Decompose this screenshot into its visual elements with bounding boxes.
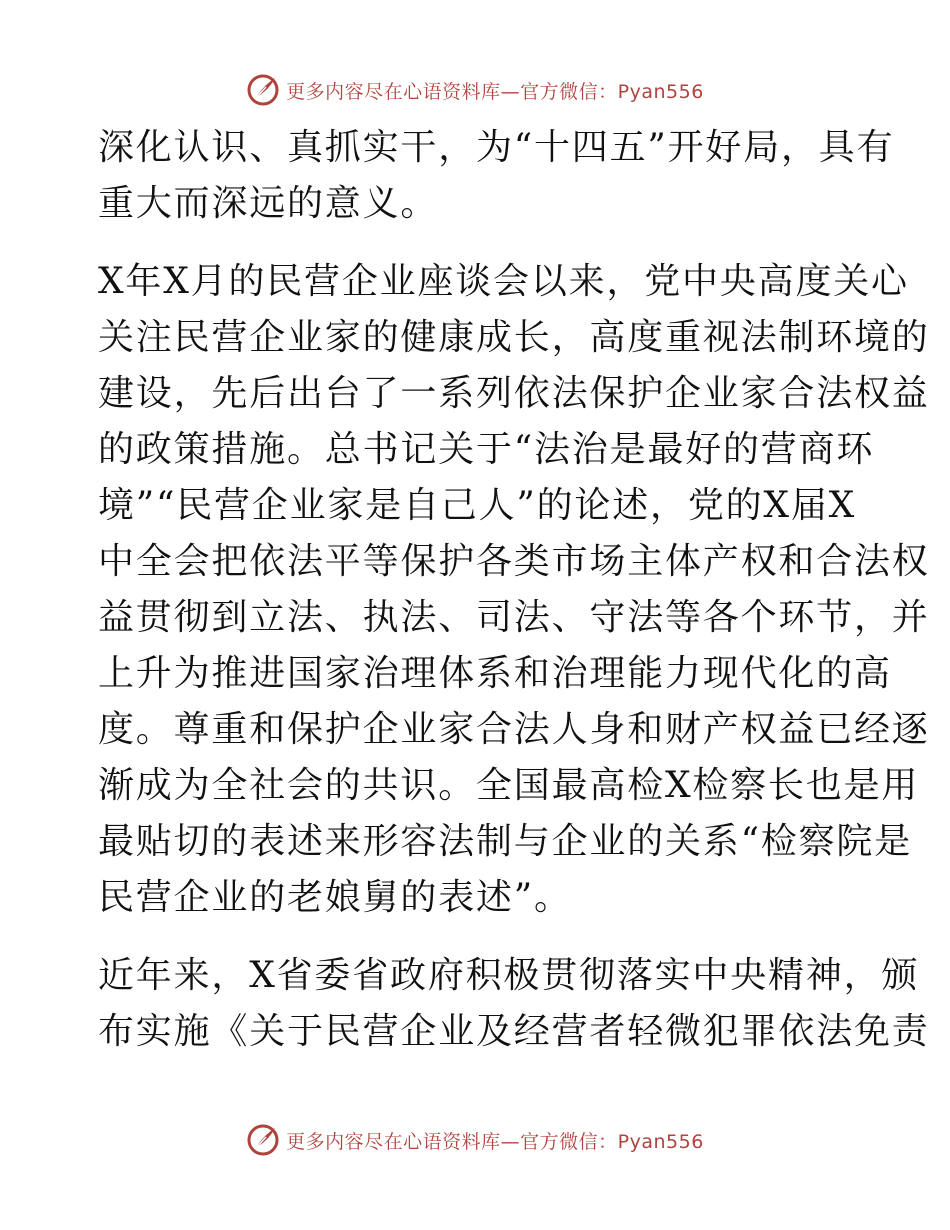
text-line: 渐成为全社会的共识。全国最高检X检察长也是用 bbox=[98, 765, 920, 806]
text-line: 深化认识、真抓实干，为“十四五”开好局，具有 bbox=[98, 127, 895, 168]
text-line: 境”“民营企业家是自己人”的论述，党的X届X bbox=[98, 485, 857, 526]
footer-watermark bbox=[0, 1120, 950, 1160]
header-watermark-text: 更多内容尽在心语资料库—官方微信：Pyan556 bbox=[286, 80, 704, 103]
text-line: 建设，先后出台了一系列依法保护企业家合法权益 bbox=[98, 373, 930, 414]
text-line: 近年来，X省委省政府积极贯彻落实中央精神，颁 bbox=[98, 955, 920, 996]
text-line: 关注民营企业家的健康成长，高度重视法制环境的 bbox=[98, 317, 930, 358]
text-line: 重大而深远的意义。 bbox=[98, 183, 439, 224]
text-line: 益贯彻到立法、执法、司法、守法等各个环节，并 bbox=[98, 597, 930, 638]
footer-watermark-text: 更多内容尽在心语资料库—官方微信：Pyan556 bbox=[286, 1130, 704, 1153]
text-line: 中全会把依法平等保护各类市场主体产权和合法权 bbox=[98, 541, 930, 582]
text-line: 的政策措施。总书记关于“法治是最好的营商环 bbox=[98, 429, 875, 470]
text-line: 布实施《关于民营企业及经营者轻微犯罪依法免责 bbox=[98, 1011, 930, 1052]
paragraph bbox=[98, 120, 895, 232]
feather-pen-logo-icon bbox=[246, 73, 280, 107]
text-line: 上升为推进国家治理体系和治理能力现代化的高 bbox=[98, 653, 892, 694]
feather-pen-logo-icon bbox=[246, 1123, 280, 1157]
text-line: 度。尊重和保护企业家合法人身和财产权益已经逐 bbox=[98, 709, 930, 750]
header-watermark bbox=[0, 70, 950, 110]
paragraph bbox=[98, 254, 930, 926]
paragraph bbox=[98, 948, 930, 1060]
document-body bbox=[98, 120, 930, 1060]
text-line: 民营企业的老娘舅的表述”。 bbox=[98, 877, 572, 918]
text-line: 最贴切的表述来形容法制与企业的关系“检察院是 bbox=[98, 821, 913, 862]
text-line: X年X月的民营企业座谈会以来，党中央高度关心 bbox=[98, 261, 909, 302]
